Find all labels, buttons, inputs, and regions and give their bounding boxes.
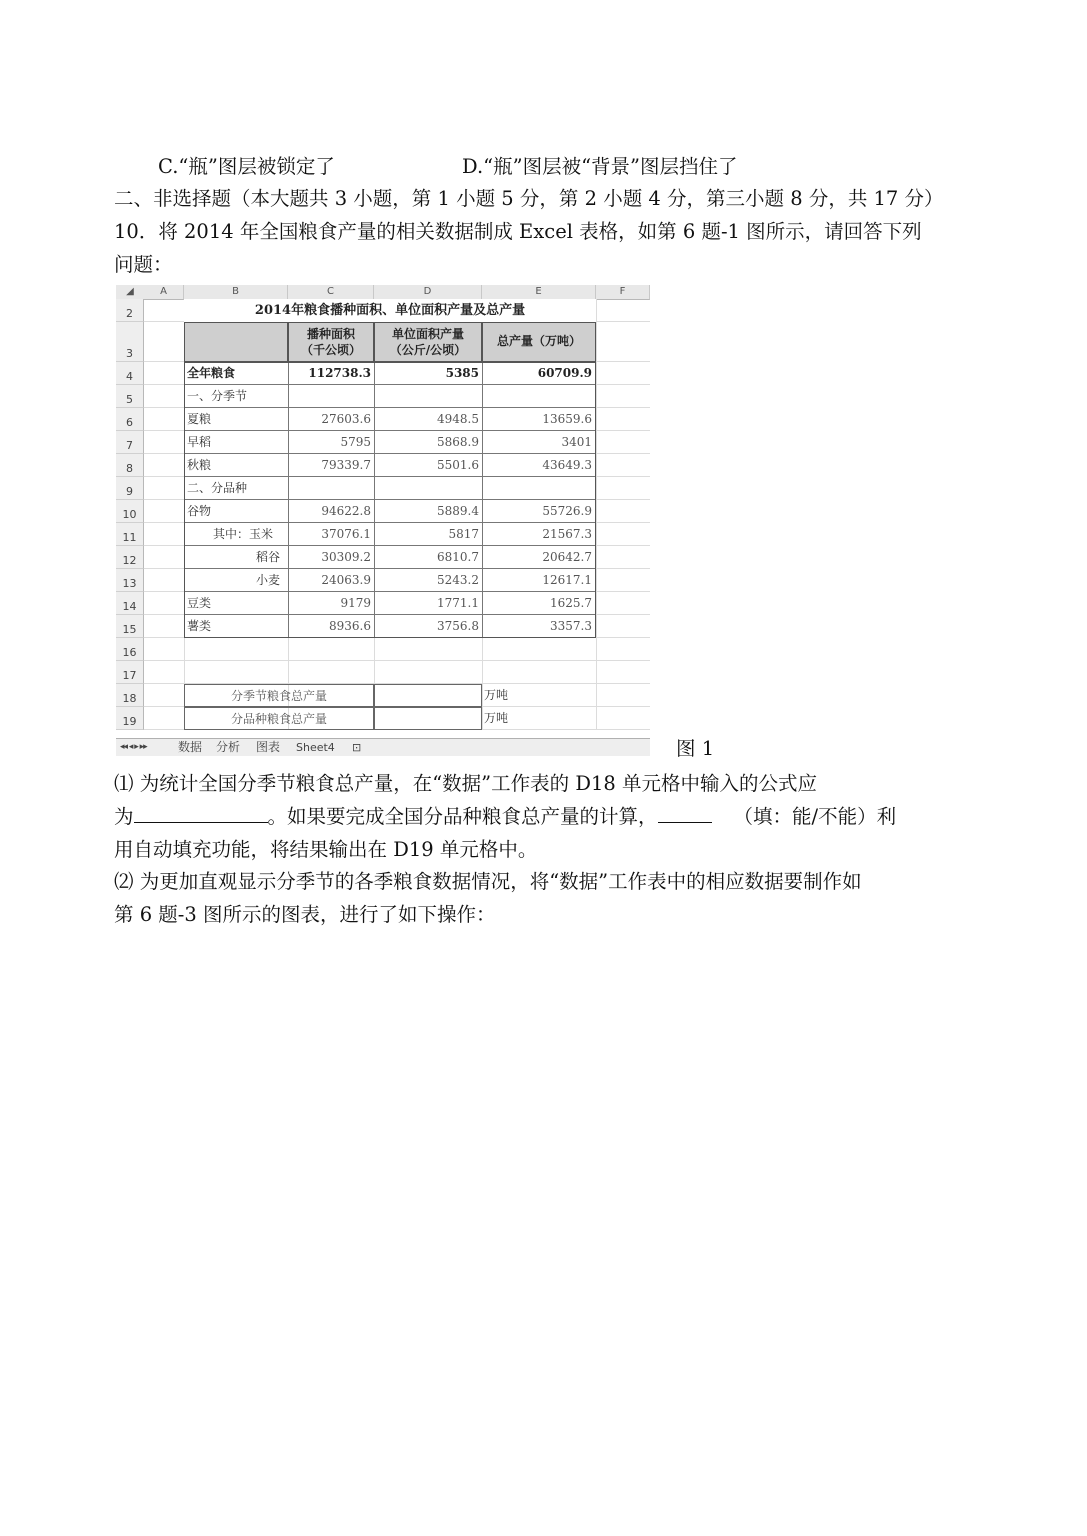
cell-total-output: 13659.6 xyxy=(482,408,596,431)
row-label: 小麦 xyxy=(184,569,288,592)
row-header-16[interactable]: 16 xyxy=(116,638,144,661)
cell-sown-area: 9179 xyxy=(288,592,374,615)
question-1-line3: 用自动填充功能，将结果输出在 D19 单元格中。 xyxy=(114,838,538,861)
row-header-19[interactable]: 19 xyxy=(116,707,144,730)
cell-sown-area: 27603.6 xyxy=(288,408,374,431)
q1-suffix: （填：能/不能）利 xyxy=(733,805,897,828)
row-label: 其中：玉米 xyxy=(184,523,288,546)
option-d: D.“瓶”图层被“背景”图层挡住了 xyxy=(462,155,738,178)
new-sheet-icon[interactable]: ⊡ xyxy=(352,741,362,754)
row-label: 秋粮 xyxy=(184,454,288,477)
cell-yield: 5243.2 xyxy=(374,569,482,592)
row-header-17[interactable]: 17 xyxy=(116,661,144,684)
cell-total-output: 3401 xyxy=(482,431,596,454)
cell-d18-input[interactable] xyxy=(374,684,482,707)
row-header-11[interactable]: 11 xyxy=(116,523,144,546)
column-header-c[interactable]: C xyxy=(288,285,374,300)
cell-total-output: 1625.7 xyxy=(482,592,596,615)
cell-total-output: 12617.1 xyxy=(482,569,596,592)
row-label: 一、分季节 xyxy=(184,385,288,408)
cell-total-output: 43649.3 xyxy=(482,454,596,477)
tab-analysis[interactable]: 分析 xyxy=(216,740,241,754)
row-label: 早稻 xyxy=(184,431,288,454)
row-label: 稻谷 xyxy=(184,546,288,569)
question-10-line1: 10．将 2014 年全国粮食产量的相关数据制成 Excel 表格，如第 6 题-1 图所示，请回答下列 xyxy=(114,220,922,243)
cell-total-output: 55726.9 xyxy=(482,500,596,523)
cell-sown-area: 30309.2 xyxy=(288,546,374,569)
spreadsheet-figure xyxy=(116,285,650,755)
row-header-7[interactable]: 7 xyxy=(116,431,144,454)
tab-chart[interactable]: 图表 xyxy=(256,740,281,754)
row-header-12[interactable]: 12 xyxy=(116,546,144,569)
figure-caption: 图 1 xyxy=(676,737,715,760)
cell-sown-area: 5795 xyxy=(288,431,374,454)
question-2-line1: ⑵ 为更加直观显示分季节的各季粮食数据情况，将“数据”工作表中的相应数据要制作如 xyxy=(114,870,862,893)
cell-sown-area: 8936.6 xyxy=(288,615,374,638)
header-blank xyxy=(184,322,288,362)
cell-yield: 5868.9 xyxy=(374,431,482,454)
row-header-14[interactable]: 14 xyxy=(116,592,144,615)
row-header-6[interactable]: 6 xyxy=(116,408,144,431)
cell-total-output: 3357.3 xyxy=(482,615,596,638)
question-1-line1: ⑴ 为统计全国分季节粮食总产量，在“数据”工作表的 D18 单元格中输入的公式应 xyxy=(114,772,817,795)
row-label: 谷物 xyxy=(184,500,288,523)
column-header-a[interactable]: A xyxy=(144,285,184,300)
question-1-line2 xyxy=(114,803,896,830)
column-header-f[interactable]: F xyxy=(596,285,650,300)
gridline xyxy=(144,660,650,661)
column-header-e[interactable]: E xyxy=(482,285,596,300)
sheet-tab-bar xyxy=(116,738,650,756)
cell-total-output: 60709.9 xyxy=(482,362,596,385)
tab-sheet4[interactable]: Sheet4 xyxy=(296,741,335,754)
cell-sown-area: 112738.3 xyxy=(288,362,374,385)
q1-prefix: 为 xyxy=(114,805,134,828)
cell-d19-input[interactable] xyxy=(374,707,482,730)
header-yield: 单位面积产量 （公斤/公顷） xyxy=(374,322,482,362)
select-all-corner[interactable]: ◢ xyxy=(116,285,145,300)
row-header-18[interactable]: 18 xyxy=(116,684,144,707)
table-title: 2014年粮食播种面积、单位面积产量及总产量 xyxy=(184,299,596,322)
header-total-output: 总产量（万吨） xyxy=(482,322,596,362)
row-label: 豆类 xyxy=(184,592,288,615)
q1-middle: 。如果要完成全国分品种粮食总产量的计算， xyxy=(267,805,658,828)
row-label: 二、分品种 xyxy=(184,477,288,500)
header-sown-area: 播种面积 （千公顷） xyxy=(288,322,374,362)
summary-label: 分季节粮食总产量 xyxy=(184,684,374,707)
gridline xyxy=(596,299,597,730)
cell-yield: 5501.6 xyxy=(374,454,482,477)
summary-unit: 万吨 xyxy=(484,711,509,725)
row-header-4[interactable]: 4 xyxy=(116,362,144,385)
column-header-d[interactable]: D xyxy=(374,285,482,300)
cell-yield: 5889.4 xyxy=(374,500,482,523)
column-header-b[interactable]: B xyxy=(184,285,288,300)
question-2-line2: 第 6 题-3 图所示的图表，进行了如下操作： xyxy=(114,903,496,926)
row-header-8[interactable]: 8 xyxy=(116,454,144,477)
answer-blank-can[interactable] xyxy=(658,803,712,823)
tab-data[interactable]: 数据 xyxy=(178,740,203,754)
row-label: 夏粮 xyxy=(184,408,288,431)
cell-sown-area: 24063.9 xyxy=(288,569,374,592)
cell-yield: 6810.7 xyxy=(374,546,482,569)
cell-yield: 3756.8 xyxy=(374,615,482,638)
tab-nav-arrows[interactable]: ◂◂ ◂ ▸ ▸▸ xyxy=(120,742,147,752)
section-heading: 二、非选择题（本大题共 3 小题，第 1 小题 5 分，第 2 小题 4 分，第三小题 8 分，共 17 分） xyxy=(114,187,944,210)
row-label: 薯类 xyxy=(184,615,288,638)
row-header-10[interactable]: 10 xyxy=(116,500,144,523)
cell-yield: 1771.1 xyxy=(374,592,482,615)
cell-total-output: 20642.7 xyxy=(482,546,596,569)
cell-sown-area: 79339.7 xyxy=(288,454,374,477)
cell-sown-area: 94622.8 xyxy=(288,500,374,523)
row-header-3[interactable]: 3 xyxy=(116,322,144,362)
data-block-border xyxy=(184,362,596,638)
cell-total-output: 21567.3 xyxy=(482,523,596,546)
cell-yield: 5385 xyxy=(374,362,482,385)
summary-label: 分品种粮食总产量 xyxy=(184,707,374,730)
summary-unit: 万吨 xyxy=(484,688,509,702)
question-10-line2: 问题： xyxy=(114,253,173,276)
row-header-5[interactable]: 5 xyxy=(116,385,144,408)
option-c: C.“瓶”图层被锁定了 xyxy=(158,155,335,178)
row-label: 全年粮食 xyxy=(184,362,288,385)
row-header-15[interactable]: 15 xyxy=(116,615,144,638)
row-header-9[interactable]: 9 xyxy=(116,477,144,500)
row-header-13[interactable]: 13 xyxy=(116,569,144,592)
cell-yield: 4948.5 xyxy=(374,408,482,431)
row-header-2[interactable]: 2 xyxy=(116,299,144,322)
cell-yield: 5817 xyxy=(374,523,482,546)
cell-sown-area: 37076.1 xyxy=(288,523,374,546)
answer-blank-formula[interactable] xyxy=(134,803,268,823)
